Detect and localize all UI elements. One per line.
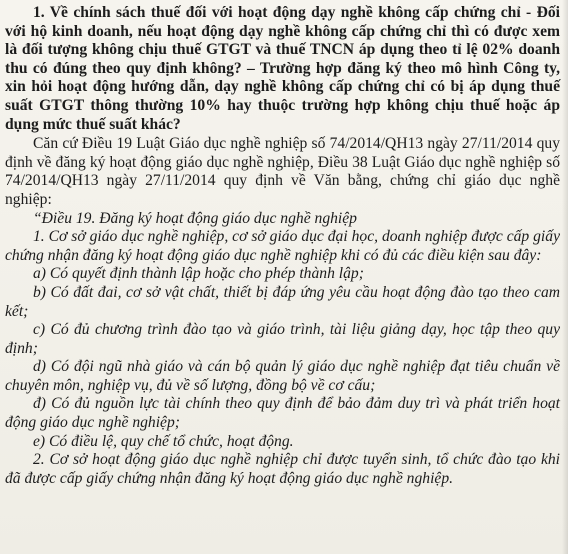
condition-item-b: b) Có đất đai, cơ sở vật chất, thiết bị đáp ứng yêu cầu hoạt động đào tạo theo cam kết;	[5, 283, 560, 320]
quoted-article-title: “Điều 19. Đăng ký hoạt động giáo dục nghề nghiệp	[33, 209, 357, 227]
answer-intro-paragraph: Căn cứ Điều 19 Luật Giáo dục nghề nghiệp số 74/2014/QH13 ngày 27/11/2014 quy định về đăng ký hoạt động giáo dục nghề nghiệp, Điều 38 Luật Giáo dục nghề nghiệp số 74/2014/QH13 ngày 27/11/2014 quy định về Văn bằng, chứng chỉ giáo dục nghề nghiệp:	[5, 135, 560, 208]
condition-item-e: e) Có điều lệ, quy chế tổ chức, hoạt động.	[33, 432, 294, 450]
question-paragraph: 1. Về chính sách thuế đối với hoạt động dạy nghề không cấp chứng chỉ - Đối với hộ kinh doanh, nếu hoạt động dạy nghề không cấp chứng chỉ thì có được xem là đối tượng không chịu thuế GTGT và thuế TNCN áp dụng theo tỉ lệ 02% doanh thu có đúng theo quy định không? – Trường hợp đăng ký theo mô hình Công ty, xin hỏi hoạt động hướng dẫn, dạy nghề không cấp chứng chỉ có bị áp dụng thuế suất GTGT thông thường 10% hay thuộc trường hợp không chịu thuế hoặc áp dụng mức thuế suất khác?	[5, 4, 560, 133]
condition-item-a: a) Có quyết định thành lập hoặc cho phép thành lập;	[33, 265, 364, 283]
page-edge-shadow	[562, 0, 568, 554]
clause-1-paragraph: 1. Cơ sở giáo dục nghề nghiệp, cơ sở giáo dục đại học, doanh nghiệp được cấp giấy chứng nhận đăng ký hoạt động giáo dục nghề nghiệp khi có đủ các điều kiện sau đây:	[5, 228, 560, 264]
condition-item-dd: đ) Có đủ nguồn lực tài chính theo quy định để bảo đảm duy trì và phát triển hoạt động giáo dục nghề nghiệp;	[5, 395, 560, 432]
condition-item-c: c) Có đủ chương trình đào tạo và giáo trình, tài liệu giảng dạy, học tập theo quy định;	[5, 321, 560, 357]
condition-item-d: d) Có đội ngũ nhà giáo và cán bộ quản lý giáo dục nghề nghiệp đạt tiêu chuẩn về chuyên môn, nghiệp vụ, đủ về số lượng, đồng bộ về cơ cấu;	[5, 358, 560, 394]
clause-2-paragraph: 2. Cơ sở hoạt động giáo dục nghề nghiệp chỉ được tuyển sinh, tổ chức đào tạo khi đã được cấp giấy chứng nhận đăng ký hoạt động giáo dục nghề nghiệp.	[5, 451, 560, 487]
